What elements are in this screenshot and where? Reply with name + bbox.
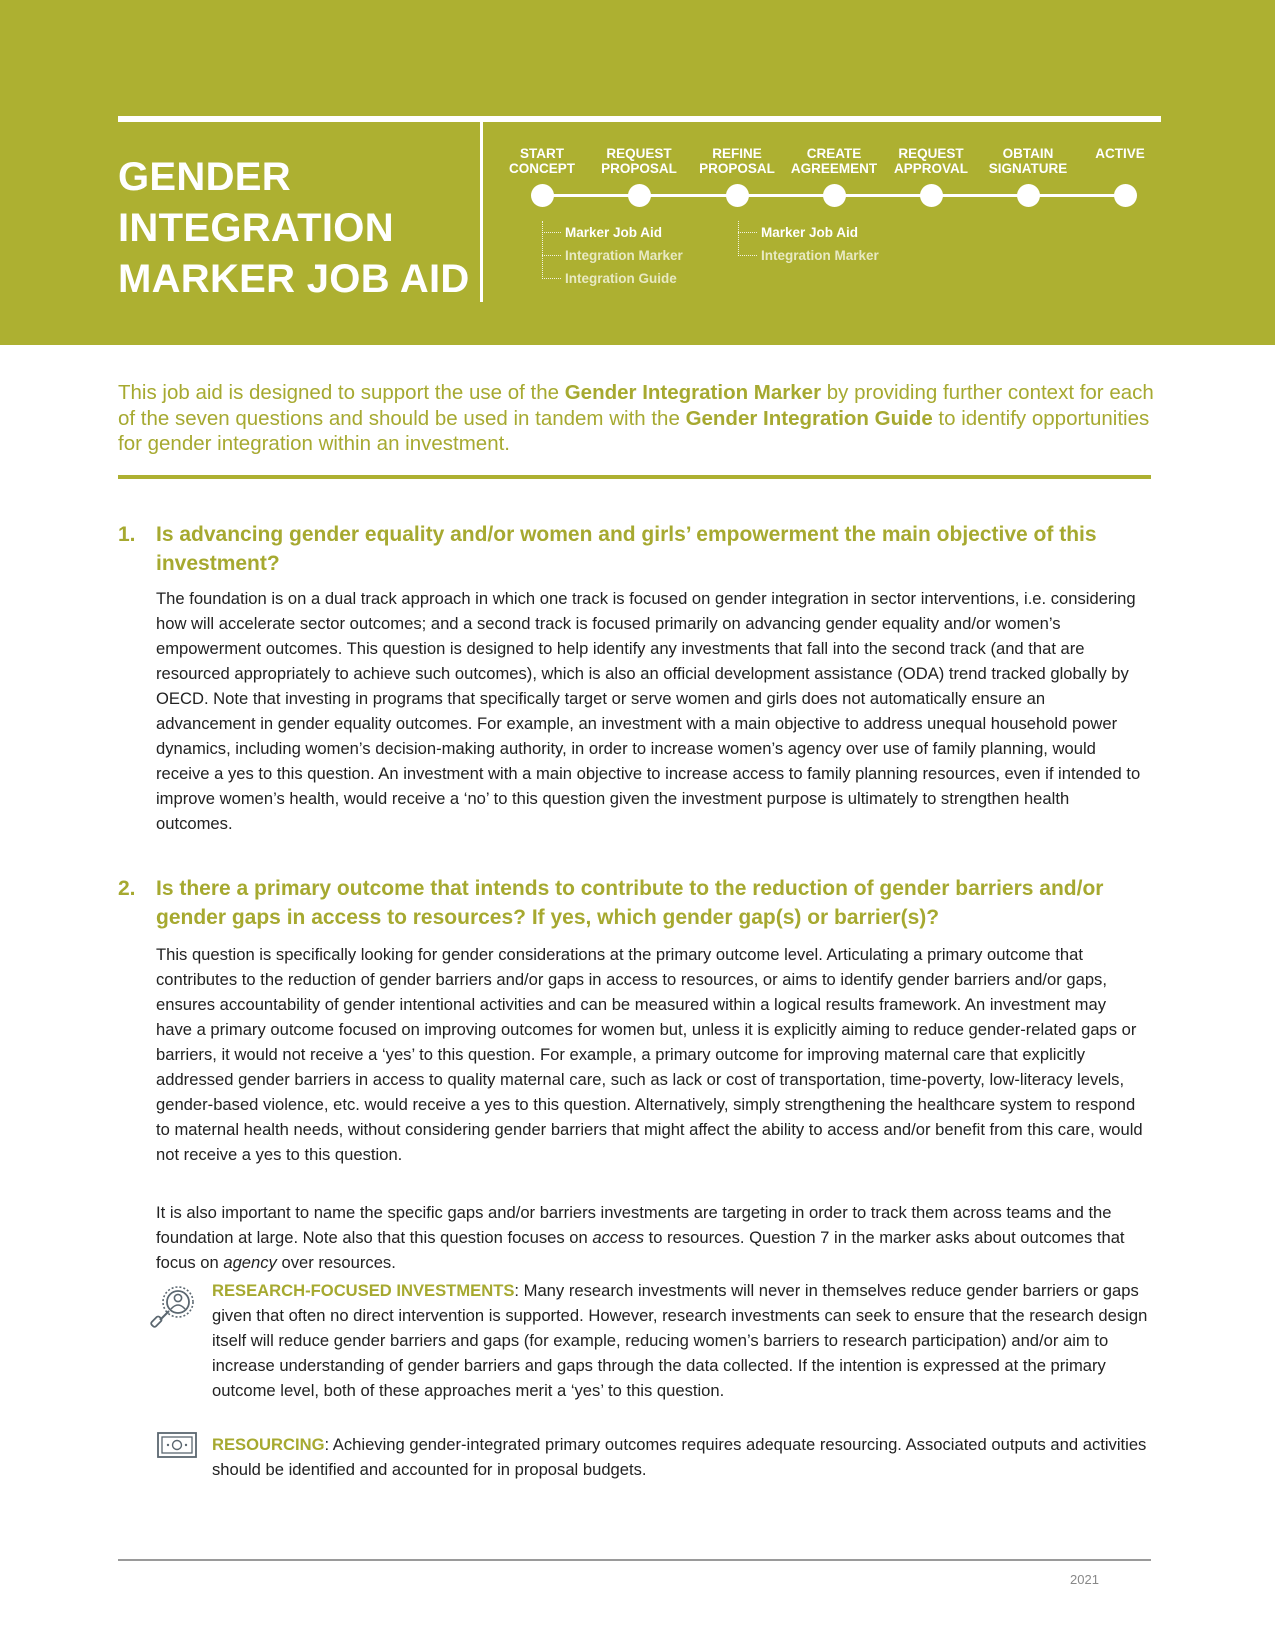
footer-year: 2021 xyxy=(1070,1572,1099,1587)
stage-dot-request-proposal xyxy=(628,184,651,207)
stage-label-obtain-signature: OBTAIN SIGNATURE xyxy=(988,146,1068,176)
question-2-number: 2. xyxy=(118,877,136,900)
stage-dot-active xyxy=(1114,184,1137,207)
question-1-title: Is advancing gender equality and/or women and girls’ empowerment the main objective of this investment? xyxy=(156,523,1097,575)
stage-dot-obtain-signature xyxy=(1017,184,1040,207)
banknote-icon xyxy=(157,1432,197,1463)
title-line: INTEGRATION xyxy=(118,206,394,250)
question-1-body: The foundation is on a dual track approach in which one track is focused on gender integration in sector interventions, i.e. considering how will accelerate sector outcomes; and a second track is focused primarily on advancing gender equality and/or women’s empowerment outcomes. This question is designed to help identify any investments that fall into the second track (and that are resourced appropriately to achieve such outcomes), which is also an official development assistance (ODA) trend tracked globally by OECD. Note that investing in programs that specifically target or serve women and girls does not automatically ensure an advancement in gender equality outcomes. For example, an investment with a main objective to address unequal household power dynamics, including women’s decision-making authority, in order to increase women’s agency over use of family planning, would receive a yes to this question. An investment with a main objective to increase access to family planning resources, even if intended to improve women’s health, would receive a ‘no’ to this question given the investment purpose is ultimately to strengthen health outcomes. xyxy=(156,589,1141,833)
stage1-document-list xyxy=(542,221,683,290)
stage-label-request-approval: REQUEST APPROVAL xyxy=(893,146,968,176)
stage-label-refine-proposal: REFINE PROPOSAL xyxy=(699,146,775,176)
stage-dot-refine-proposal xyxy=(726,184,749,207)
stage-label-start-concept: START CONCEPT xyxy=(508,146,575,176)
intro-bold-marker: Gender Integration Marker xyxy=(564,381,822,404)
stage-dot-create-agreement xyxy=(823,184,846,207)
header-band xyxy=(0,0,1275,345)
stage-label-create-agreement: CREATE AGREEMENT xyxy=(790,146,878,176)
page-title xyxy=(118,152,468,305)
research-callout: RESEARCH-FOCUSED INVESTMENTS: Many research investments will never in themselves reduce gender barriers or gaps given that often no direct intervention is supported. However, research investments can seek to ensure that the research design itself will reduce gender barriers and gaps (for example, reducing women’s barriers to research participation) and/or aim to increase understanding of gender barriers and gaps through the data collected. If the intention is expressed at the primary outcome level, both of these approaches merit a ‘yes’ to this question. xyxy=(212,1281,1148,1400)
doc-link-marker-job-aid[interactable]: Marker Job Aid xyxy=(738,221,879,244)
title-line: MARKER JOB AID xyxy=(118,257,470,301)
intro-divider xyxy=(118,475,1151,479)
stage-dot-start-concept xyxy=(531,184,554,207)
resourcing-callout: RESOURCING: Achieving gender-integrated primary outcomes requires adequate resourcing. Associated outputs and activities should be identified and accounted for in proposal budgets. xyxy=(212,1435,1147,1479)
doc-link-marker-job-aid[interactable]: Marker Job Aid xyxy=(542,221,683,244)
doc-link-integration-marker[interactable]: Integration Marker xyxy=(542,244,683,267)
stage-dot-request-approval xyxy=(920,184,943,207)
footer-divider xyxy=(118,1559,1151,1561)
question-2-body-2: It is also important to name the specific gaps and/or barriers investments are targeting in order to track them across teams and the foundation at large. Note also that this question focuses on access to resources. Question 7 in the marker asks about outcomes that focus on agency over resources. xyxy=(156,1203,1125,1272)
header-top-rule xyxy=(118,116,1161,122)
doc-link-integration-guide[interactable]: Integration Guide xyxy=(542,267,683,290)
intro-paragraph: This job aid is designed to support the use of the Gender Integration Marker by providing further context for each of the seven questions and should be used in tandem with the Gender Integration Guide to identify opportunities for gender integration within an investment. xyxy=(118,381,1154,455)
resourcing-callout-lead: RESOURCING xyxy=(212,1435,325,1454)
title-line: GENDER xyxy=(118,155,291,199)
stage-label-request-proposal: REQUEST PROPOSAL xyxy=(601,146,677,176)
doc-link-integration-marker[interactable]: Integration Marker xyxy=(738,244,879,267)
question-1-number: 1. xyxy=(118,523,136,546)
magnifier-person-icon xyxy=(148,1282,198,1339)
question-2-body-1: This question is specifically looking for gender considerations at the primary outcome level. Articulating a primary outcome that contributes to the reduction of gender barriers and/or gaps in access to resources, or aims to identify gender barriers and/or gaps, ensures accountability of gender intentional activities and can be measured within a logical results framework. An investment may have a primary outcome focused on improving outcomes for women but, unless it is explicitly aiming to reduce gender-related gaps or barriers, it would not receive a ‘yes’ to this question. For example, a primary outcome for improving maternal care that explicitly addressed gender barriers in access to quality maternal care, such as lack or cost of transportation, time-poverty, low-literacy levels, gender-based violence, etc. would receive a yes to this question. Alternatively, simply strengthening the healthcare system to respond to maternal health needs, without considering gender barriers that might affect the ability to access and/or benefit from this care, would not receive a yes to this question. xyxy=(156,945,1143,1164)
question-2-title: Is there a primary outcome that intends to contribute to the reduction of gender barriers and/or gender gaps in access to resources? If yes, which gender gap(s) or barrier(s)? xyxy=(156,877,1104,929)
stage3-document-list xyxy=(738,221,879,267)
stage-label-active: ACTIVE xyxy=(1095,146,1145,161)
intro-bold-guide: Gender Integration Guide xyxy=(685,406,933,430)
research-callout-lead: RESEARCH-FOCUSED INVESTMENTS xyxy=(212,1281,515,1300)
header-divider xyxy=(480,122,483,302)
